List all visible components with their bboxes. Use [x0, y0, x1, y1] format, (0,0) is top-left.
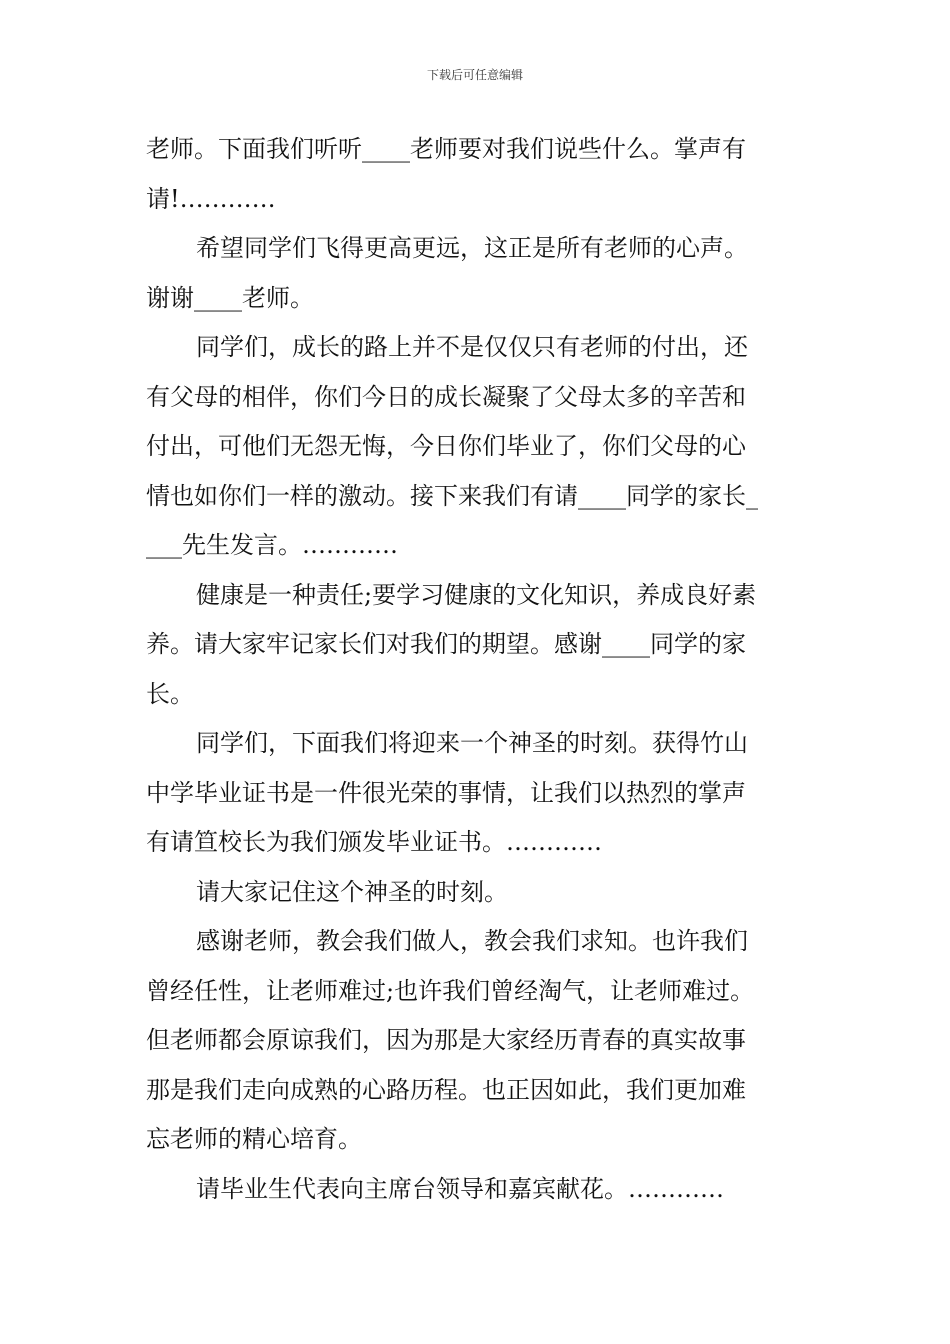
- text-line: 有请笪校长为我们颁发毕业证书。…………: [146, 828, 602, 856]
- paragraph-start-line: 感谢老师，教会我们做人，教会我们求知。也许我们: [196, 927, 748, 955]
- document-body: [146, 125, 806, 1214]
- text-line: ___先生发言。…………: [146, 531, 398, 559]
- paragraph-start-line: 请大家记住这个神圣的时刻。: [196, 877, 508, 906]
- text-line: 请!…………: [146, 184, 276, 213]
- text-line: 曾经任性，让老师难过;也许我们曾经淘气，让老师难过。: [146, 976, 755, 1005]
- text-line: 长。: [146, 679, 194, 708]
- page-header: 下载后可任意编辑: [426, 68, 523, 82]
- paragraph-start-line: 请毕业生代表向主席台领导和嘉宾献花。…………: [196, 1174, 724, 1203]
- text-line: 有父母的相伴，你们今日的成长凝聚了父母太多的辛苦和: [146, 382, 746, 411]
- text-line: 中学毕业证书是一件很光荣的事情，让我们以热烈的掌声: [146, 778, 746, 807]
- paragraph-start-line: 同学们，成长的路上并不是仅仅只有老师的付出，还: [196, 333, 748, 361]
- text-line: 那是我们走向成熟的心路历程。也正因如此，我们更加难: [146, 1075, 746, 1104]
- text-line: 老师。下面我们听听____老师要对我们说些什么。掌声有: [146, 135, 746, 163]
- text-line: 付出，可他们无怨无悔，今日你们毕业了，你们父母的心: [146, 432, 746, 460]
- text-line: 情也如你们一样的激动。接下来我们有请____同学的家长_: [146, 481, 758, 510]
- text-line: 谢谢____老师。: [146, 283, 314, 312]
- text-line: 但老师都会原谅我们，因为那是大家经历青春的真实故事: [146, 1026, 746, 1054]
- paragraph-start-line: 健康是一种责任;要学习健康的文化知识，养成良好素: [196, 580, 757, 609]
- paragraph-start-line: 希望同学们飞得更高更远，这正是所有老师的心声。: [196, 234, 748, 262]
- text-line: 忘老师的精心培育。: [146, 1125, 362, 1153]
- text-line: 养。请大家牢记家长们对我们的期望。感谢____同学的家: [146, 630, 746, 658]
- paragraph-start-line: 同学们，下面我们将迎来一个神圣的时刻。获得竹山: [196, 729, 748, 757]
